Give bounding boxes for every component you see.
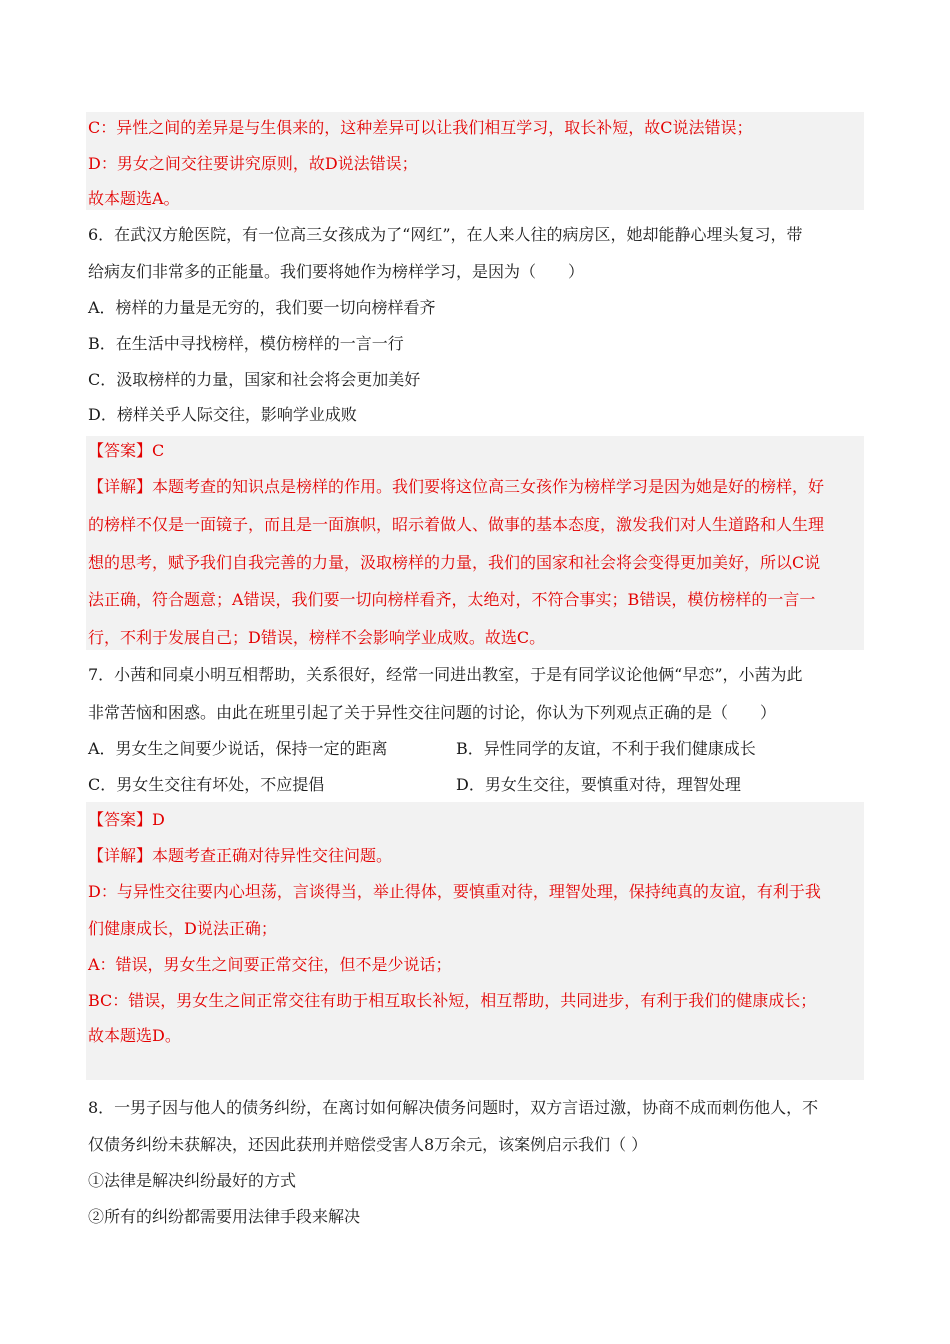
q8-statement-1: ①法律是解决纠纷最好的方式: [88, 1171, 297, 1190]
q6-stem-line1: 6．在武汉方舱医院，有一位高三女孩成为了“网红”，在人来人往的病房区，她却能静心埋头复习，带: [88, 225, 803, 244]
q7-detail-a: A：错误，男女生之间要正常交往，但不是少说话；: [88, 955, 452, 974]
q6-stem-line2: 给病友们非常多的正能量。我们要将她作为榜样学习，是因为（ ）: [88, 262, 585, 281]
q7-detail-d-line2: 们健康成长，D说法正确；: [88, 919, 277, 938]
q7-detail-intro: 【详解】本题考查正确对待异性交往问题。: [88, 846, 393, 865]
q6-detail-line2: 的榜样不仅是一面镜子，而且是一面旗帜，昭示着做人、做事的基本态度，激发我们对人生道路和人生理: [88, 515, 825, 534]
q8-stem-line1: 8．一男子因与他人的债务纠纷，在离讨如何解决债务问题时，双方言语过激，协商不成而刺伤他人，不: [88, 1098, 819, 1117]
answer-block-q6: [86, 436, 864, 650]
q7-option-a: A．男女生之间要少说话，保持一定的距离: [88, 739, 388, 758]
q6-answer: 【答案】C: [88, 441, 165, 460]
q7-stem-line1: 7．小茜和同桌小明互相帮助，关系很好，经常一同进出教室，于是有同学议论他俩“早恋”，小茜为此: [88, 665, 803, 684]
q6-detail-line4: 法正确，符合题意；A错误，我们要一切向榜样看齐，太绝对，不符合事实；B错误，模仿榜样的一言一: [88, 590, 816, 609]
q8-stem-line2: 仅债务纠纷未获解决，还因此获刑并赔偿受害人8万余元，该案例启示我们（ ）: [88, 1135, 648, 1154]
q6-option-b: B．在生活中寻找榜样，模仿榜样的一言一行: [88, 334, 404, 353]
q6-option-d: D．榜样关乎人际交往，影响学业成败: [88, 405, 357, 424]
q6-option-c: C．汲取榜样的力量，国家和社会将会更加美好: [88, 370, 421, 389]
q5-detail-d: D：男女之间交往要讲究原则，故D说法错误；: [88, 154, 418, 173]
q7-option-b: B．异性同学的友谊，不利于我们健康成长: [456, 739, 756, 758]
q6-detail-line3: 想的思考，赋予我们自我完善的力量，汲取榜样的力量，我们的国家和社会将会变得更加美好，所以C说: [88, 553, 821, 572]
answer-block-q7: [86, 802, 864, 1080]
q8-statement-2: ②所有的纠纷都需要用法律手段来解决: [88, 1207, 361, 1226]
q5-conclusion: 故本题选A。: [88, 189, 180, 208]
q5-detail-c: C：异性之间的差异是与生俱来的，这种差异可以让我们相互学习，取长补短，故C说法错误；: [88, 118, 753, 137]
q7-option-d: D．男女生交往，要慎重对待，理智处理: [456, 775, 741, 794]
q7-conclusion: 故本题选D。: [88, 1026, 181, 1045]
q6-option-a: A．榜样的力量是无穷的，我们要一切向榜样看齐: [88, 298, 436, 317]
q6-detail-line5: 行，不利于发展自己；D错误，榜样不会影响学业成败。故选C。: [88, 628, 546, 647]
q7-stem-line2: 非常苦恼和困惑。由此在班里引起了关于异性交往问题的讨论，你认为下列观点正确的是（ ）: [88, 703, 777, 722]
q7-option-c: C．男女生交往有坏处，不应提倡: [88, 775, 325, 794]
q6-detail-line1: 【详解】本题考查的知识点是榜样的作用。我们要将这位高三女孩作为榜样学习是因为她是好的榜样，好: [88, 477, 825, 496]
q7-detail-bc: BC：错误，男女生之间正常交往有助于相互取长补短，相互帮助，共同进步，有利于我们的健康成长；: [88, 991, 817, 1010]
q7-answer: 【答案】D: [88, 810, 165, 829]
q7-detail-d-line1: D：与异性交往要内心坦荡，言谈得当，举止得体，要慎重对待，理智处理，保持纯真的友谊，有利于我: [88, 882, 821, 901]
